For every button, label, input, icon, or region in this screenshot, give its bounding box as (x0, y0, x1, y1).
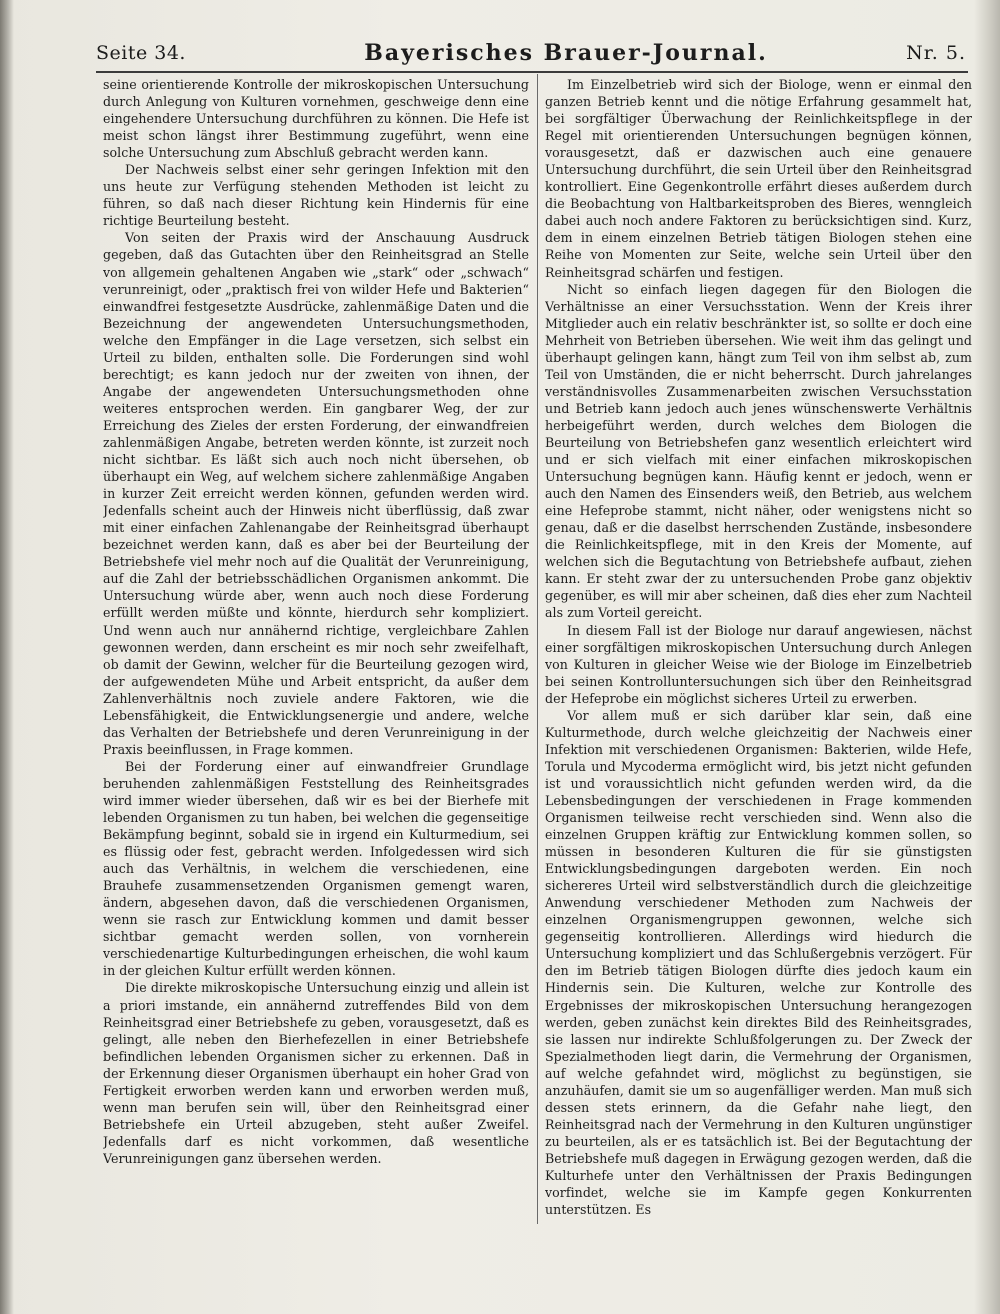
running-header (96, 40, 976, 70)
paragraph: Vor allem muß er sich darüber klar sein, daß eine Kulturmethode, durch welche gleichzeitig der Nachweis einer Infektion mit verschiedenen Organismen: Bakterien, wilde Hefe, Torula und Mycoderma ermöglicht wird, bis jetzt nicht gefunden ist und voraussichtlich nicht gefunden werden wird, da die Lebensbedingungen der verschiedenen in Frage kommenden Organismen teilweise recht verschieden sind. Wenn also die einzelnen Gruppen kräftig zur Entwicklung kommen sollen, so müssen in besonderen Kulturen die für sie günstigsten Entwicklungsbedingungen dargeboten werden. Ein noch sichereres Urteil wird selbstverständlich durch die gleichzeitige Anwendung verschiedener Methoden zum Nachweis der einzelnen Organismengruppen gewonnen, welche sich gegenseitig kontrollieren. Allerdings wird hiedurch die Untersuchung kompliziert und das Schlußergebnis verzögert. Für den im Betrieb tätigen Biologen dürfte dies jedoch kaum ein Hindernis sein. Die Kulturen, welche zur Kontrolle des Ergebnisses der mikroskopischen Untersuchung herangezogen werden, geben zunächst kein direktes Bild des Reinheitsgrades, sie lassen nur indirekte Schlußfolgerungen zu. Der Zweck der Spezialmethoden liegt darin, die Vermehrung der Organismen, auf welche gefahndet wird, möglichst zu begünstigen, sie anzuhäufen, damit sie um so augenfälliger werden. Man muß sich dessen stets erinnern, da die Gefahr nahe liegt, den Reinheitsgrad nach der Vermehrung in den Kulturen ungünstiger zu beurteilen, als er es tatsächlich ist. Bei der Begutachtung der Betriebshefe muß dagegen in Erwägung gezogen werden, daß die Kulturhefe unter den Verhältnissen der Praxis Bedingungen vorfindet, welche sie im Kampfe gegen Konkurrenten unterstützen. Es (545, 707, 972, 1218)
right-column (545, 76, 972, 1226)
left-column (103, 76, 529, 1226)
paragraph: Von seiten der Praxis wird der Anschauung Ausdruck gegeben, daß das Gutachten über den Reinheitsgrad an Stelle von allgemein gehaltenen Angaben wie „stark“ oder „schwach“ verunreinigt, oder „praktisch frei von wilder Hefe und Bakterien“ einwandfrei festgesetzte Ausdrücke, zahlenmäßige Daten und die Bezeichnung der angewendeten Untersuchungsmethoden, welche den Empfänger in die Lage versetzen, sich selbst ein Urteil zu bilden, enthalten solle. Die Forderungen sind wohl berechtigt; es kann jedoch nur der zweiten von ihnen, der Angabe der angewendeten Untersuchungsmethoden ohne weiteres entsprochen werden. Ein gangbarer Weg, der zur Erreichung des Zieles der ersten Forderung, der einwandfreien zahlenmäßigen Angabe, betreten werden könnte, ist zurzeit noch nicht sichtbar. Es läßt sich auch noch nicht übersehen, ob überhaupt ein Weg, auf welchem sichere zahlenmäßige Angaben in kurzer Zeit erreicht werden können, gefunden werden wird. Jedenfalls scheint auch der Hinweis nicht überflüssig, daß zwar mit einer einfachen Zahlenangabe der Reinheitsgrad überhaupt bezeichnet werden kann, daß es aber bei der Beurteilung der Betriebshefe viel mehr noch auf die Qualität der Verunreinigung, auf die Zahl der betriebsschädlichen Organismen ankommt. Die Untersuchung würde aber, wenn auch noch diese Forderung erfüllt werden müßte und könnte, hierdurch sehr kompliziert. Und wenn auch nur annähernd richtige, vergleichbare Zahlen gewonnen werden, dann erscheint es mir noch sehr zweifelhaft, ob damit der Gewinn, welcher für die Beurteilung gezogen wird, der aufgewendeten Mühe und Arbeit entspricht, da außer dem Zahlenverhältnis noch zuviele andere Faktoren, wie die Lebensfähigkeit, die Entwicklungsenergie und andere, welche das Verhalten der Betriebshefe und deren Verunreinigung in der Praxis beeinflussen, in Frage kommen. (103, 230, 529, 757)
page-edge (974, 0, 1000, 1314)
issue-number: Nr. 5. (906, 42, 966, 64)
paragraph: seine orientierende Kontrolle der mikroskopischen Untersuchung durch Anlegung von Kulturen vornehmen, geschweige denn eine eingehendere Untersuchung durchführen zu können. Die Hefe ist meist schon längst ihrer Bestimmung zugeführt, wenn eine solche Untersuchung zum Abschluß gebracht werden kann. (103, 77, 529, 161)
header-rule (96, 71, 968, 73)
paragraph: Bei der Forderung einer auf einwandfreier Grundlage beruhenden zahlenmäßigen Feststellung des Reinheitsgrades wird immer wieder übersehen, daß wir es bei der Bierhefe mit lebenden Organismen zu tun haben, bei welchen die gegenseitige Bekämpfung beginnt, sobald sie in irgend ein Kulturmedium, sei es flüssig oder fest, gebracht werden. Infolgedessen wird sich auch das Verhältnis, in welchem die verschiedenen, eine Brauhefe zusammensetzenden Organismen gemengt waren, ändern, abgesehen davon, daß die verschiedenen Organismen, wenn sie rasch zur Entwicklung kommen und damit besser sichtbar gemacht werden sollen, von vornherein verschiedenartige Kulturbedingungen erheischen, die wohl kaum in der gleichen Kultur erfüllt werden können. (103, 758, 529, 979)
page-number: Seite 34. (96, 42, 186, 64)
paragraph: In diesem Fall ist der Biologe nur darauf angewiesen, nächst einer sorgfältigen mikroskopischen Untersuchung durch Anlegen von Kulturen in gleicher Weise wie der Biologe im Einzelbetrieb bei seinen Kontrolluntersuchungen sich über den Reinheitsgrad der Hefeprobe ein möglichst sicheres Urteil zu erwerben. (545, 622, 972, 706)
paragraph: Im Einzelbetrieb wird sich der Biologe, wenn er einmal den ganzen Betrieb kennt und die nötige Erfahrung gesammelt hat, bei sorgfältiger Überwachung der Reinlichkeitspflege in der Regel mit orientierenden Untersuchungen begnügen können, vorausgesetzt, daß er dazwischen auch eine genauere Untersuchung durchführt, die sein Urteil über den Reinheitsgrad kontrolliert. Eine Gegenkontrolle erfährt dieses außerdem durch die Beobachtung von Haltbarkeitsproben des Bieres, wenngleich dabei auch noch andere Faktoren zu berücksichtigen sind. Kurz, dem in einem einzelnen Betrieb tätigen Biologen stehen eine Reihe von Momenten zur Seite, welche sein Urteil über den Reinheitsgrad schärfen und festigen. (545, 77, 972, 280)
paragraph: Der Nachweis selbst einer sehr geringen Infektion mit den uns heute zur Verfügung stehenden Methoden ist leicht zu führen, so daß nach dieser Richtung kein Hindernis für eine richtige Beurteilung besteht. (103, 162, 529, 229)
paragraph: Die direkte mikroskopische Untersuchung einzig und allein ist a priori imstande, ein annähernd zutreffendes Bild von dem Reinheitsgrad einer Betriebshefe zu geben, vorausgesetzt, daß es gelingt, alle neben den Bierhefezellen in einer Betriebshefe befindlichen lebenden Organismen sicher zu erkennen. Daß in der Erkennung dieser Organismen überhaupt ein hoher Grad von Fertigkeit erworben werden kann und erworben werden muß, wenn man berufen sein will, über den Reinheitsgrad einer Betriebshefe ein Urteil abzugeben, steht außer Zweifel. Jedenfalls darf es nicht vorkommen, daß wesentliche Verunreinigungen ganz übersehen werden. (103, 980, 529, 1166)
binding-shadow (0, 0, 14, 1314)
journal-title: Bayerisches Brauer-Journal. (364, 40, 768, 66)
column-divider (537, 74, 538, 1224)
paragraph: Nicht so einfach liegen dagegen für den Biologen die Verhältnisse an einer Versuchsstation. Wenn der Kreis ihrer Mitglieder auch ein relativ beschränkter ist, so sollte er doch eine Mehrheit von Betrieben übersehen. Wie weit ihm das gelingt und überhaupt gelingen kann, hängt zum Teil von ihm selbst ab, zum Teil von Umständen, die er nicht beherrscht. Durch jahrelanges verständnisvolles Zusammenarbeiten zwischen Versuchsstation und Betrieb kann jedoch auch jenes wünschenswerte Verhältnis herbeigeführt werden, durch welches dem Biologen die Beurteilung von Betriebshefen ganz wesentlich erleichtert wird und er sich vielfach mit einer einfachen mikroskopischen Untersuchung begnügen kann. Häufig kennt er jedoch, wenn er auch den Namen des Einsenders weiß, den Betrieb, aus welchem eine Hefeprobe stammt, nicht näher, oder wenigstens nicht so genau, daß er die daselbst herrschenden Zustände, insbesondere die Reinlichkeitspflege, mit in den Kreis der Momente, auf welchen sich die Begutachtung von Betriebshefe aufbaut, ziehen kann. Er steht zwar der zu untersuchenden Probe ganz objektiv gegenüber, es will mir aber scheinen, daß dies eher zum Nachteil als zum Vorteil gereicht. (545, 281, 972, 621)
